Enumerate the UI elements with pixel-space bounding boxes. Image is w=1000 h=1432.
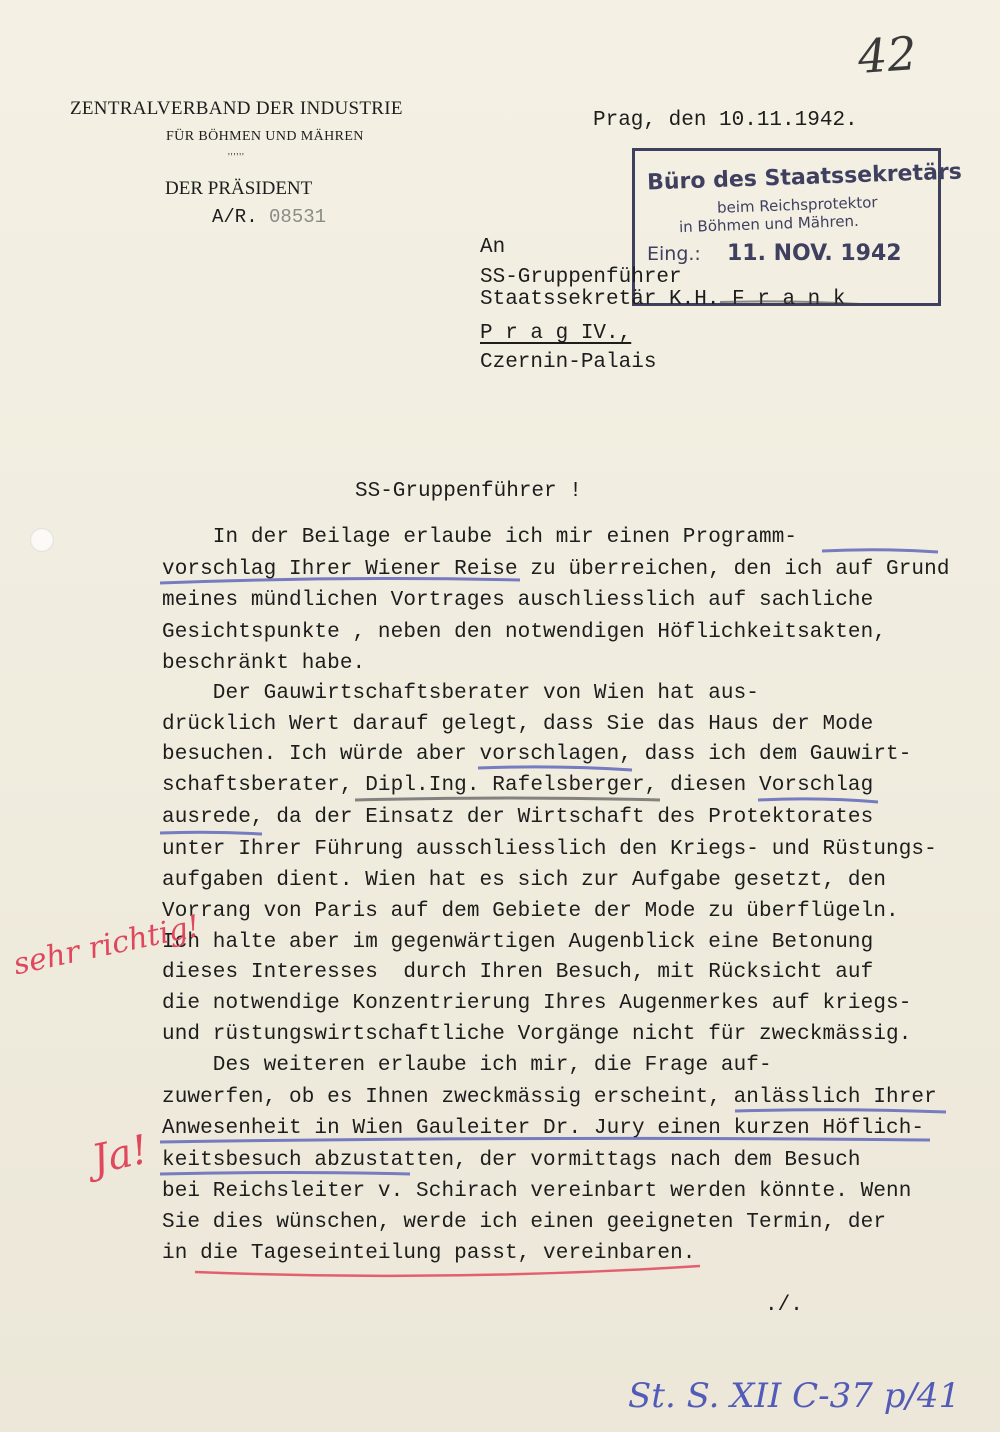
body-line: schaftsberater, Dipl.Ing. Rafelsberger, diesen Vorschlag: [162, 774, 874, 797]
body-line: beschränkt habe.: [162, 652, 366, 675]
body-line: meines mündlichen Vortrages auschliesslich auf sachliche: [162, 589, 874, 612]
reference-number: 08531: [269, 206, 327, 228]
body-line: ausrede, da der Einsatz der Wirtschaft des Protektorates: [162, 806, 874, 829]
body-line: aufgaben dient. Wien hat es sich zur Aufgabe gesetzt, den: [162, 869, 887, 892]
stamp-office-line2: beim Reichsprotektor: [716, 193, 878, 217]
body-line: in die Tageseinteilung passt, vereinbaren.: [162, 1242, 696, 1265]
body-line: Ich halte aber im gegenwärtigen Augenblick eine Betonung: [162, 931, 874, 954]
blue-underline: [160, 579, 520, 583]
letterhead-divider: '''''': [228, 152, 245, 163]
body-line: die notwendige Konzentrierung Ihres Augenmerkes auf kriegs-: [162, 992, 912, 1015]
blue-underline: [822, 550, 938, 552]
margin-note-red: Ja!: [87, 1126, 153, 1184]
margin-note-red: sehr richtig!: [10, 908, 203, 983]
body-line: unter Ihrer Führung ausschliesslich den Kriegs- und Rüstungs-: [162, 838, 937, 861]
body-line: drücklich Wert darauf gelegt, dass Sie das Haus der Mode: [162, 713, 874, 736]
handwritten-page-number: 42: [856, 26, 919, 84]
red-underline: [195, 1266, 700, 1276]
body-line: Gesichtspunkte , neben den notwendigen Höflichkeitsakten,: [162, 621, 887, 644]
body-line: besuchen. Ich würde aber vorschlagen, dass ich dem Gauwirt-: [162, 743, 912, 766]
body-line: Des weiteren erlaube ich mir, die Frage auf-: [162, 1054, 772, 1077]
salutation: SS-Gruppenführer !: [355, 480, 582, 503]
body-line: bei Reichsleiter v. Schirach vereinbart werden könnte. Wenn: [162, 1180, 912, 1203]
address-to: An: [480, 236, 506, 259]
body-line: Der Gauwirtschaftsberater von Wien hat aus-: [162, 682, 759, 705]
blue-underline: [758, 799, 878, 802]
body-line: vorschlag Ihrer Wiener Reise zu überreichen, den ich auf Grund: [162, 558, 950, 581]
blue-underline: [160, 1138, 930, 1142]
letter-date: Prag, den 10.11.1942.: [593, 109, 858, 132]
org-name-line1: ZENTRALVERBAND DER INDUSTRIE: [70, 98, 403, 119]
gray-underline: [355, 798, 660, 800]
president-title: DER PRÄSIDENT: [165, 178, 313, 199]
continuation-mark: ./.: [765, 1294, 803, 1317]
address-line2: Staatssekretär K.H. F r a n k: [480, 288, 846, 311]
address-line4: Czernin-Palais: [480, 351, 657, 374]
body-line: und rüstungswirtschaftliche Vorgänge nicht für zweckmässig.: [162, 1023, 912, 1046]
body-line: zuwerfen, ob es Ihnen zweckmässig erscheint, anlässlich Ihrer: [162, 1086, 937, 1109]
archive-reference: St. S. XII C-37 p/41: [628, 1376, 961, 1416]
stamp-received-label: Eing.:: [647, 243, 701, 265]
blue-underline: [160, 1173, 410, 1175]
blue-underline: [735, 1110, 946, 1112]
blue-underline: [478, 767, 632, 770]
address-line3: P r a g IV.,: [480, 322, 632, 345]
stamp-office: Büro des Staatssekretärs: [646, 159, 963, 196]
body-line: Sie dies wünschen, werde ich einen geeigneten Termin, der: [162, 1211, 887, 1234]
body-line: keitsbesuch abzustatten, der vormittags nach dem Besuch: [162, 1149, 861, 1172]
blue-underline: [160, 832, 262, 834]
stamp-office-line3: in Böhmen und Mähren.: [678, 211, 860, 237]
body-line: In der Beilage erlaube ich mir einen Programm-: [162, 526, 798, 549]
body-line: dieses Interesses durch Ihren Besuch, mit Rücksicht auf: [162, 961, 874, 984]
org-name-line2: FÜR BÖHMEN UND MÄHREN: [166, 129, 364, 144]
address-underline: [720, 301, 860, 304]
reference-prefix: A/R.: [212, 206, 258, 228]
body-line: Anwesenheit in Wien Gauleiter Dr. Jury einen kurzen Höflich-: [162, 1117, 925, 1140]
address-line1: SS-Gruppenführer: [480, 266, 682, 289]
stamp-received-date: 11. NOV. 1942: [727, 241, 902, 266]
body-line: Vorrang von Paris auf dem Gebiete der Mode zu überflügeln.: [162, 900, 899, 923]
